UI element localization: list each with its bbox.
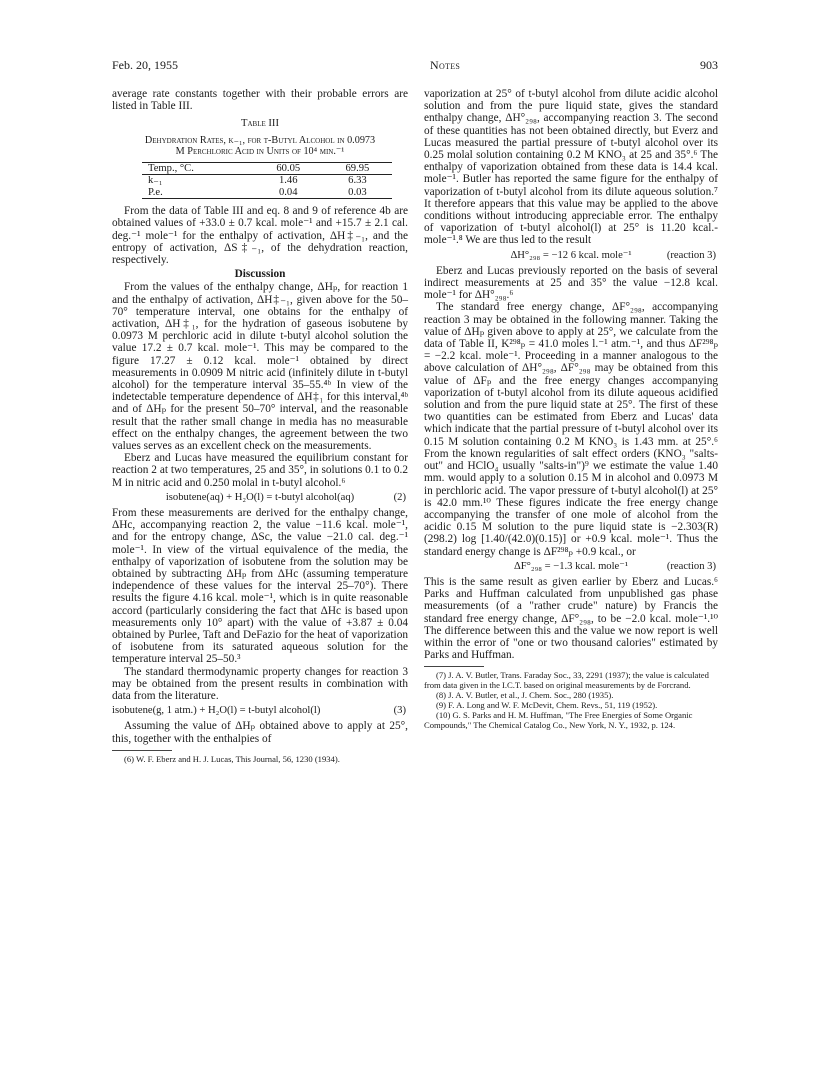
table-caption (112, 135, 408, 158)
footnote-rule (424, 666, 484, 667)
footnote: (10) G. S. Parks and H. M. Huffman, "The Free Energies of Some Organic Compounds," The Chemical Catalog Co., New York, N. Y., 1932, p. 124. (424, 710, 693, 731)
equation-text: isobutene(g, 1 atm.) + H₂O(l) = t-butyl alcohol(l) (112, 705, 321, 717)
table-caption-line: Dehydration Rates, k₋₁, for t-Butyl Alcohol in 0.0973 (144, 134, 376, 146)
equation-text: isobutene(aq) + H₂O(l) = t-butyl alcohol(aq) (165, 491, 355, 503)
table-header-cell: 60.05 (254, 162, 323, 175)
table-header-row (142, 162, 392, 175)
table-cell: 1.46 (278, 175, 298, 187)
right-column (424, 88, 718, 730)
equation-number: (2) (393, 491, 406, 503)
equation-text: ΔF°₂₉₈ = −1.3 kcal. mole⁻¹ (513, 560, 629, 572)
equation-number: (reaction 3) (666, 560, 716, 572)
table-title: Table III (241, 118, 279, 130)
paragraph: Eberz and Lucas previously reported on the basis of several indirect measurements at 25 and 35° the value −12.8 kcal. mole⁻¹ for ΔH°₂₉₈.⁶ (424, 264, 718, 302)
page-header (112, 58, 718, 74)
footnote: (7) J. A. V. Butler, Trans. Faraday Soc., 33, 2291 (1937); the value is calculated from data given in the I.C.T. based on original measurements by de Forcrand. (424, 670, 709, 691)
paragraph: This is the same result as given earlier by Eberz and Lucas.⁶ Parks and Huffman calculated from unpublished gas phase measurements (of a "rather crude" nature) by Francis the standard free energy change, ΔF°₂₉₈, to be −2.0 kcal. mole⁻¹.¹⁰ The difference between this and the value we now report is well within the error of "one or two thousand calories" estimated by Parks and Huffman. (424, 575, 718, 662)
paragraph: Eberz and Lucas have measured the equilibrium constant for reaction 2 at two temperatures, 25 and 35°, in solutions 0.1 to 0.2 M in nitric acid and 0.250 molal in t-butyl alcohol.⁶ (112, 452, 408, 489)
paragraph: The standard free energy change, ΔF°₂₉₈, accompanying reaction 3 may be obtained in the following manner. Taking the value of ΔHₚ given above to apply at 25°, we calculate from the data of Table II, K²⁹⁸ₚ = 41.0 moles l.⁻¹ atm.⁻¹, and thus ΔF²⁹⁸ₚ = −2.2 kcal. mole⁻¹. Proceeding in a manner analogous to the above calculation of ΔH°₂₉₈, ΔF°₂₉₈ may be obtained from this value of ΔFₚ and the free energy changes accompanying vaporization of t-butyl alcohol from its dilute aqueous acidified solution and from the pure liquid state at 25°. The first of these two quantities can be estimated from Eberz and Lucas' data which indicate that the partial pressure of t-butyl alcohol over its 0.15 M solution containing 0.2 M KNO₃ is 1.43 mm. at 25°.⁶ From the known regularities of salt effect orders (KNO₃ "salts-out" and HClO₄ usually "salts-in")⁹ we estimate the value 1.40 mm. would apply to a solution 0.15 M in alcohol and 0.0973 M in perchloric acid. The vapor pressure of t-butyl alcohol(l) at 25° is 42.0 mm.¹⁰ These figures indicate the free energy change accompanying the transfer of one mole of alcohol from the acidic 0.15 M solution to the pure liquid state is −2.303(R)(298.2) log [1.40/(42.0)(0.15)] or +0.9 kcal. mole⁻¹. Thus the standard energy change is ΔF²⁹⁸ₚ +0.9 kcal., or (424, 301, 718, 558)
equation-3 (112, 705, 408, 717)
equation-enthalpy (424, 250, 718, 262)
table-cell: 0.03 (348, 186, 367, 198)
paragraph: From these measurements are derived for the enthalpy change, ΔHc, accompanying reaction 2, the value −11.6 kcal. mole⁻¹, and for the entropy change, ΔSc, the value −21.0 cal. deg.⁻¹ mole⁻¹. In view of the virtual equivalence of the media, the enthalpy of vaporization of isobutene from the solution may be obtained by subtracting ΔHₚ from ΔHc (assuming temperature independence of these values for the interval 25–70°). There results the figure 4.16 kcal. mole⁻¹, which is in quite reasonable accord (particularly considering the fact that ΔHc is based upon measurements only 10° apart) with the value of +3.87 ± 0.04 obtained by Purlee, Taft and DeFazio for the heat of vaporization of isobutene from its saturated aqueous solution for the temperature interval 25–50.³ (112, 506, 408, 666)
table-row (142, 175, 392, 187)
footnote-rule (112, 750, 172, 751)
section-heading: Discussion (234, 268, 286, 281)
paragraph: Assuming the value of ΔHₚ obtained above to apply at 25°, this, together with the enthalpies of (112, 720, 408, 745)
rates-table (142, 162, 392, 200)
paragraph: average rate constants together with their probable errors are listed in Table III. (112, 88, 408, 113)
header-page-number: 903 (700, 58, 718, 72)
table-cell: P.e. (148, 186, 163, 198)
left-column (112, 88, 408, 764)
equation-number: (reaction 3) (666, 249, 716, 261)
table-cell: 0.04 (278, 186, 298, 198)
table-cell: 6.33 (348, 175, 367, 187)
header-date: Feb. 20, 1955 (112, 58, 178, 72)
paragraph: From the data of Table III and eq. 8 and 9 of reference 4b are obtained values of +33.0 ± 0.7 kcal. mole⁻¹ and +15.7 ± 2.1 cal. deg.⁻¹ mole⁻¹ for the enthalpy of activation, ΔH‡₋₁, and the entropy of activation, ΔS‡₋₁, of the dehydration reaction, respectively. (112, 205, 408, 266)
table-header-cell: 69.95 (323, 162, 392, 175)
table-row (142, 187, 392, 199)
table-cell: k₋₁ (148, 175, 163, 187)
footnote: (9) F. A. Long and W. F. McDevit, Chem. Revs., 51, 119 (1952). (436, 700, 658, 711)
equation-free-energy (424, 561, 718, 573)
equation-text: ΔH°₂₉₈ = −12 6 kcal. mole⁻¹ (510, 249, 632, 261)
table-header-cell: Temp., °C. (142, 162, 254, 175)
header-journal: Notes (430, 58, 461, 72)
paragraph: The standard thermodynamic property changes for reaction 3 may be obtained from the present results in combination with data from the literature. (112, 665, 408, 703)
footnote: (8) J. A. V. Butler, et al., J. Chem. Soc., 280 (1935). (436, 690, 614, 701)
equation-2 (112, 492, 408, 504)
paragraph: From the values of the enthalpy change, ΔHₚ, for reaction 1 and the enthalpy of activation, ΔH‡₋₁, given above for the 50–70° temperature interval, one obtains for the enthalpy of activation, ΔH‡₁, for the hydration of gaseous isobutene by 0.0973 M perchloric acid in dilute t-butyl alcohol solution the value 17.2 ± 0.7 kcal. mole⁻¹. This may be compared to the figure 17.27 ± 0.12 kcal. mole⁻¹ obtained by direct measurements in 0.0909 M nitric acid (infinitely dilute in t-butyl alcohol) for the temperature interval 35–55.⁴ᵇ In view of the indetectable temperature dependence of ΔH‡₁ for this interval,⁴ᵇ and of ΔHₚ for the present 50–70° interval, and the reasonable result that the rather small change in media has no measurable effect on the enthalpy changes, the agreement between the two values serves as an excellent check on the measurements. (112, 281, 408, 452)
paragraph: vaporization at 25° of t-butyl alcohol from dilute acidic alcohol solution and from the pure liquid state, gives the standard enthalpy change, ΔH°₂₉₈, accompanying reaction 3. The second of these quantities has not been obtained directly, but Everz and Lucas measured the partial pressure of t-butyl alcohol over its 0.25 molal solution containing 0.2 M KNO₃ at 25 and 35°.⁶ The enthalpy of vaporization obtained from these data is 14.4 kcal. mole⁻¹. Butler has reported the same figure for the enthalpy of vaporization of t-butyl alcohol from its dilute aqueous solution.⁷ It therefore appears that this value may be applied to the above conditions without introducing appreciable error. The enthalpy of vaporization of t-butyl alcohol(l) at 25° is 11.20 kcal.-mole⁻¹.⁸ We are thus led to the result (424, 88, 718, 247)
footnote: (6) W. F. Eberz and H. J. Lucas, This Journal, 56, 1230 (1934). (124, 753, 340, 764)
table-caption-line: M Perchloric Acid in Units of 10⁴ min.⁻¹ (175, 146, 345, 158)
equation-number: (3) (393, 705, 406, 717)
